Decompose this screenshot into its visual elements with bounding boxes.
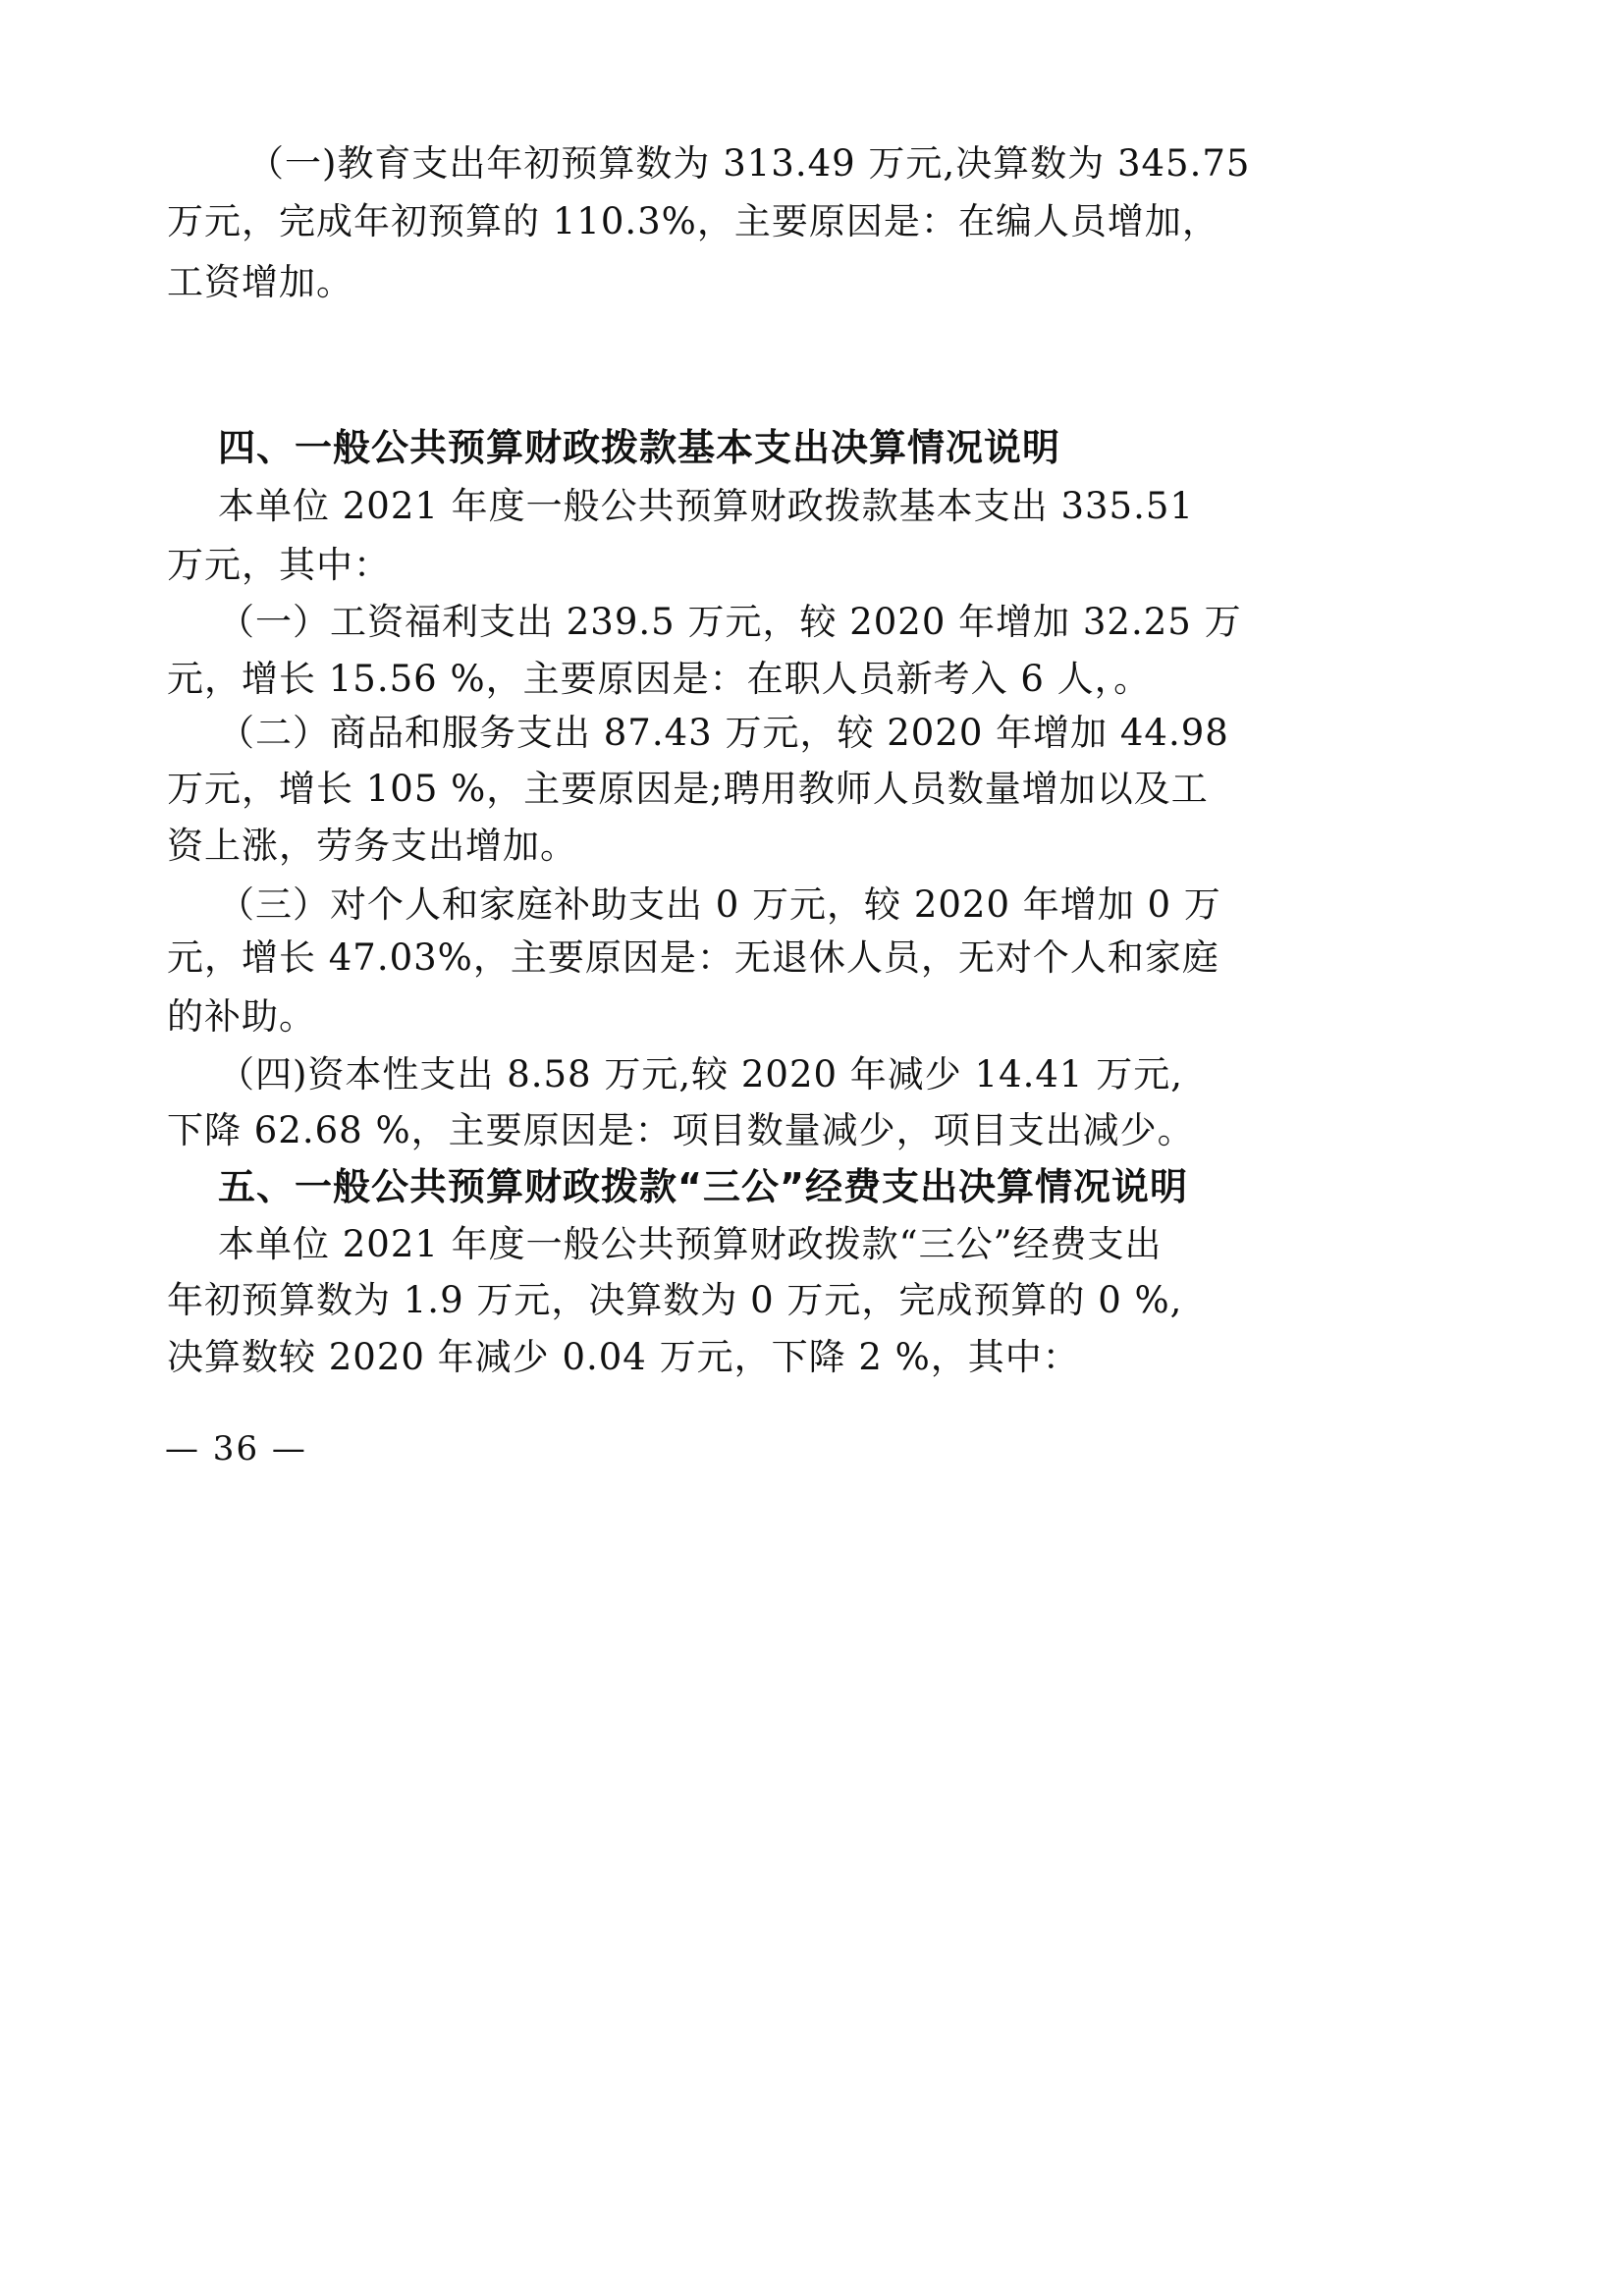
education-expense-line-2: 万元，完成年初预算的 110.3%，主要原因是：在编人员增加， bbox=[167, 200, 1219, 242]
capital-expense-line-2: 下降 62.68 %，主要原因是：项目数量减少，项目支出减少。 bbox=[167, 1109, 1195, 1151]
household-subsidy-line-2: 元，增长 47.03%，主要原因是：无退休人员，无对个人和家庭 bbox=[167, 936, 1219, 979]
education-expense-line-1: （一)教育支出年初预算数为 313.49 万元,决算数为 345.75 bbox=[247, 142, 1251, 185]
household-subsidy-line-3: 的补助。 bbox=[167, 995, 316, 1038]
goods-services-line-2: 万元，增长 105 %，主要原因是;聘用教师人员数量增加以及工 bbox=[167, 768, 1209, 810]
wage-welfare-line-1: （一）工资福利支出 239.5 万元，较 2020 年增加 32.25 万 bbox=[218, 601, 1242, 643]
section-4-heading: 四、一般公共预算财政拨款基本支出决算情况说明 bbox=[218, 426, 1061, 469]
section-5-intro-line-1: 本单位 2021 年度一般公共预算财政拨款“三公”经费支出 bbox=[218, 1223, 1163, 1265]
section-5-intro-line-3: 决算数较 2020 年减少 0.04 万元，下降 2 %，其中： bbox=[167, 1336, 1080, 1378]
goods-services-line-3: 资上涨，劳务支出增加。 bbox=[167, 825, 577, 867]
wage-welfare-line-2: 元，增长 15.56 %，主要原因是：在职人员新考入 6 人，。 bbox=[167, 658, 1152, 700]
section-4-intro-line-1: 本单位 2021 年度一般公共预算财政拨款基本支出 335.51 bbox=[218, 485, 1194, 527]
section-5-heading: 五、一般公共预算财政拨款“三公”经费支出决算情况说明 bbox=[218, 1165, 1188, 1208]
goods-services-line-1: （二）商品和服务支出 87.43 万元，较 2020 年增加 44.98 bbox=[218, 712, 1229, 754]
section-5-intro-line-2: 年初预算数为 1.9 万元，决算数为 0 万元，完成预算的 0 %, bbox=[167, 1279, 1183, 1321]
section-4-intro-line-2: 万元，其中： bbox=[167, 544, 391, 586]
education-expense-line-3: 工资增加。 bbox=[167, 261, 353, 303]
household-subsidy-line-1: （三）对个人和家庭补助支出 0 万元，较 2020 年增加 0 万 bbox=[218, 883, 1221, 926]
capital-expense-line-1: （四)资本性支出 8.58 万元,较 2020 年减少 14.41 万元, bbox=[218, 1053, 1183, 1095]
page-number: — 36 — bbox=[165, 1429, 307, 1468]
